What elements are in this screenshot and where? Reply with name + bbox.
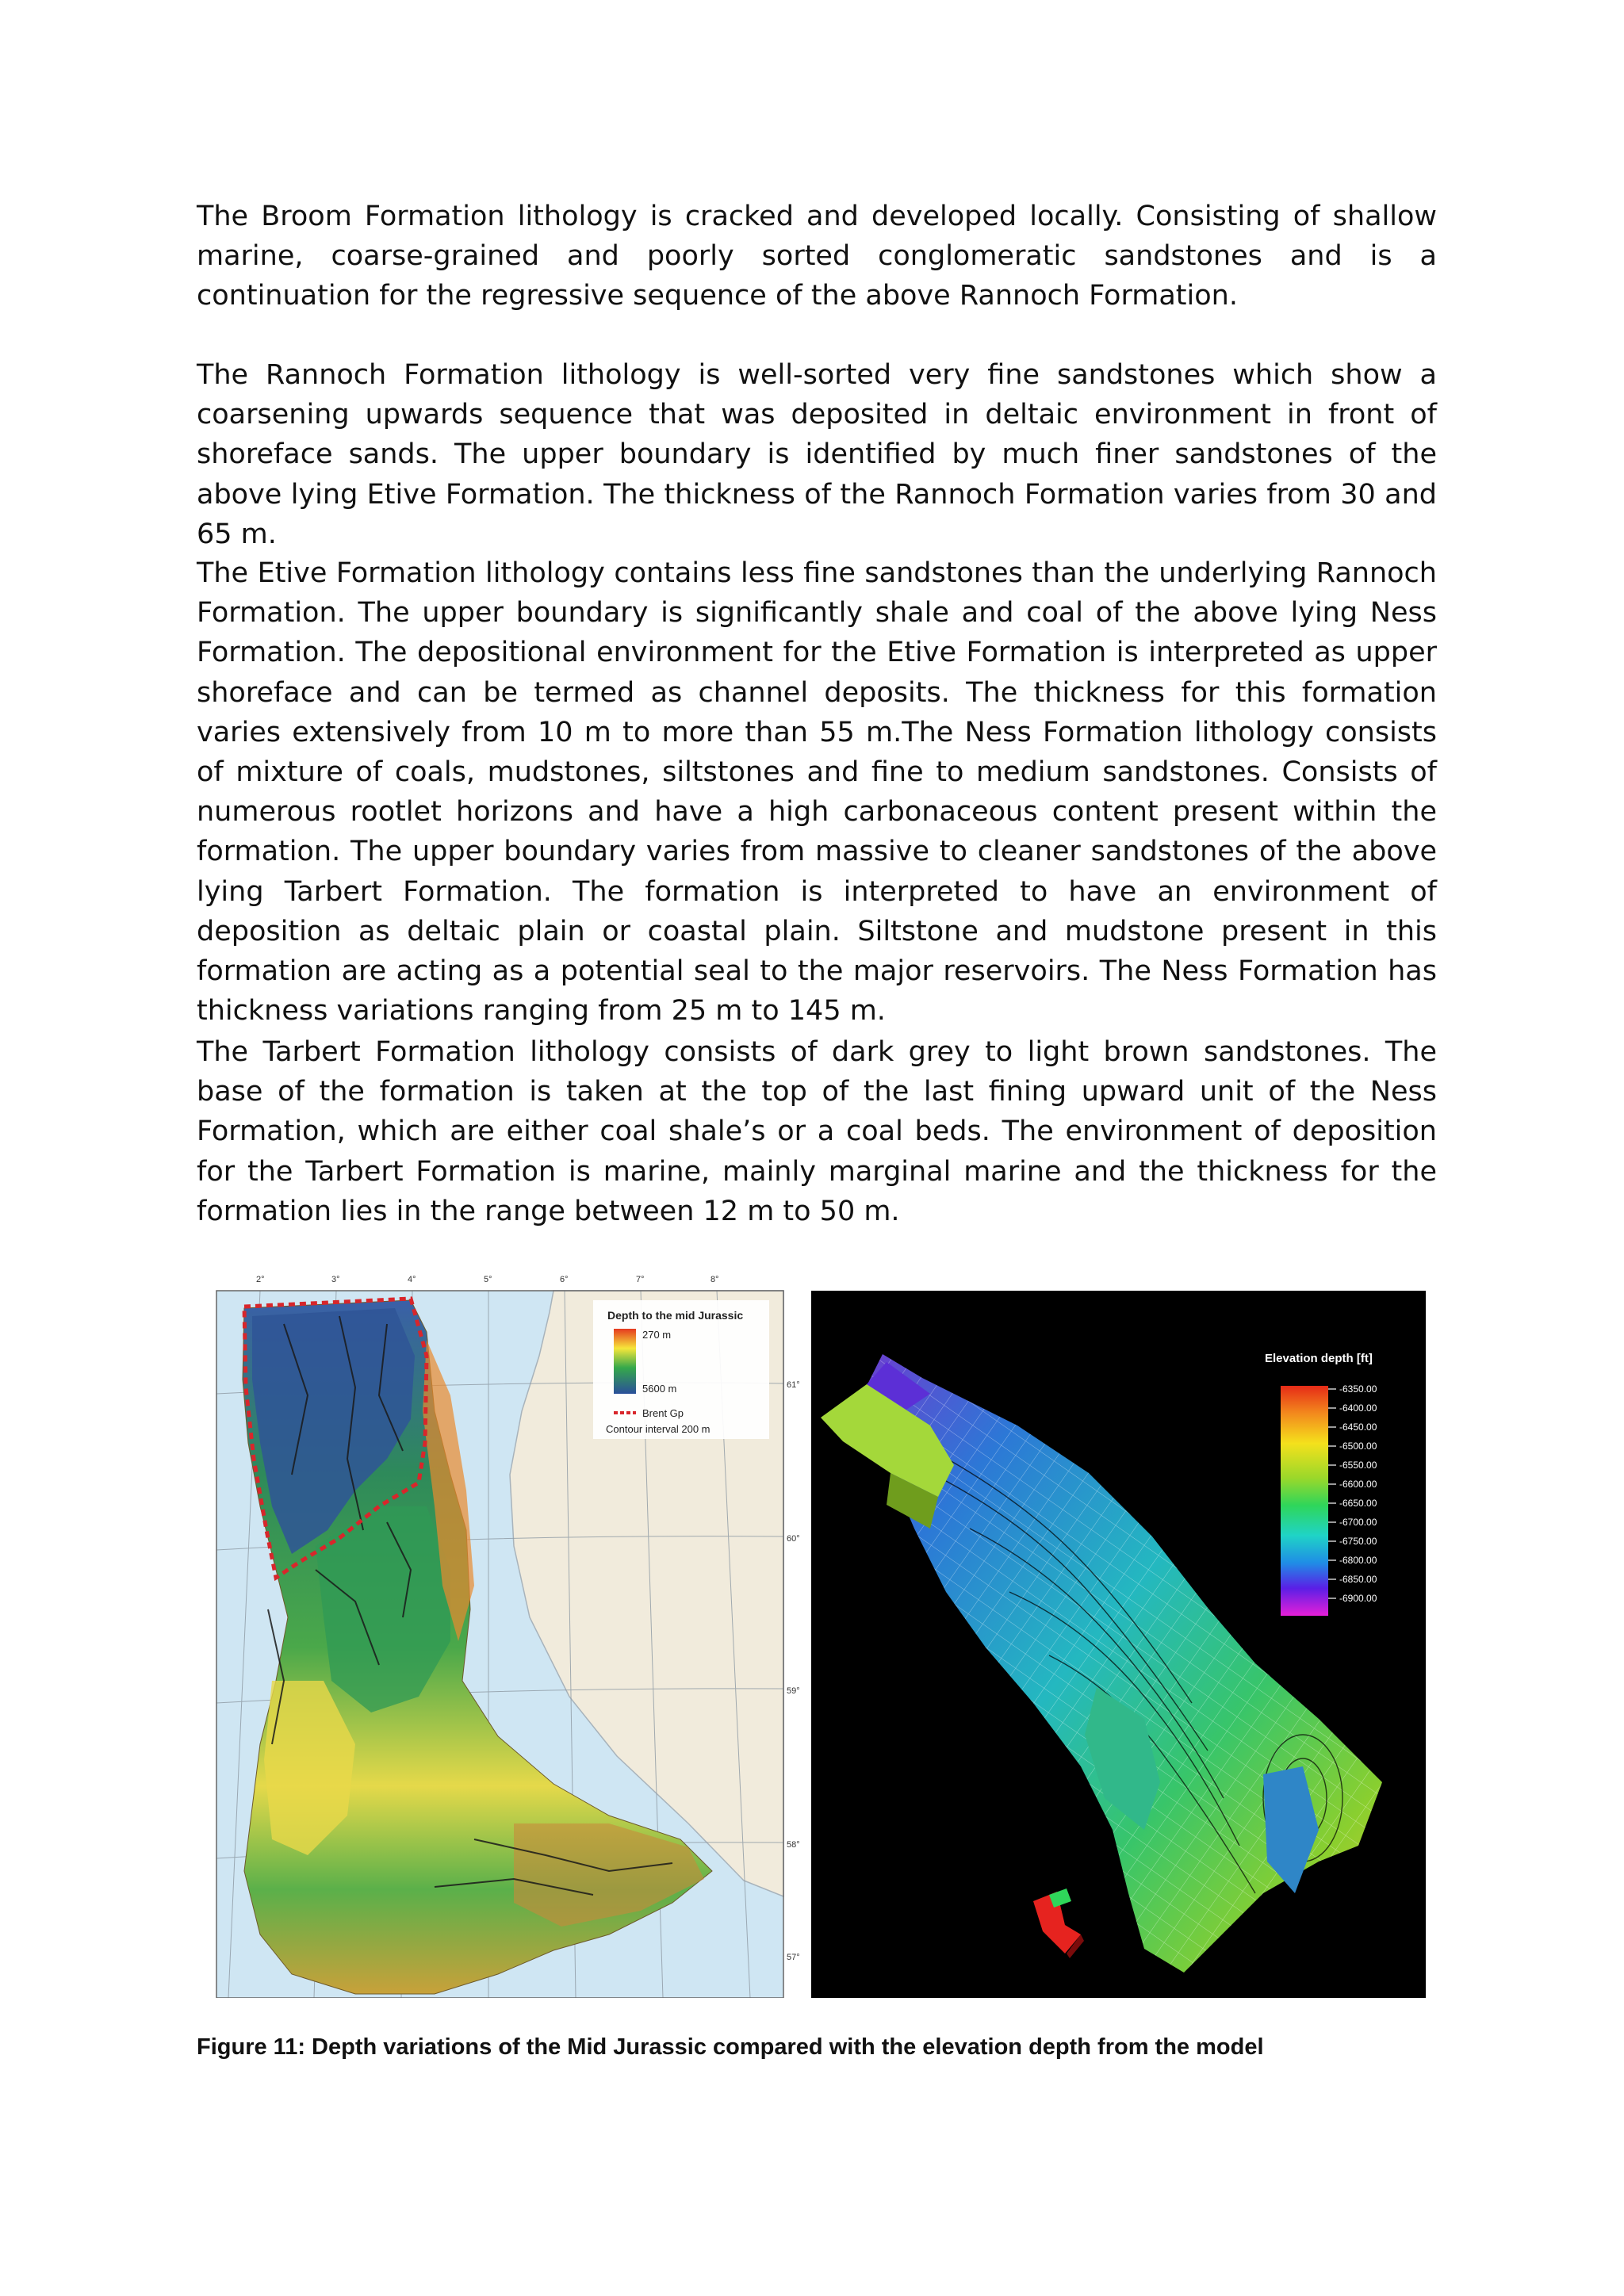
elevation-legend: [1265, 1352, 1377, 1616]
elevation-tick: -6650.00: [1339, 1498, 1377, 1509]
legend-brent-gp: Brent Gp: [642, 1407, 684, 1419]
lon-label: 7°: [636, 1275, 645, 1284]
lat-label: 58°: [787, 1840, 800, 1850]
lat-label: 57°: [787, 1953, 800, 1962]
elevation-tick: -6900.00: [1339, 1593, 1377, 1604]
legend-top-value: 270 m: [642, 1329, 672, 1341]
elevation-model-image: [811, 1291, 1426, 1998]
legend-title: Elevation depth [ft]: [1265, 1352, 1373, 1365]
elevation-tick: -6750.00: [1339, 1536, 1377, 1547]
lon-label: 3°: [331, 1275, 340, 1284]
lon-label: 8°: [710, 1275, 719, 1284]
legend-bottom-value: 5600 m: [642, 1383, 677, 1395]
lat-label: 59°: [787, 1686, 800, 1696]
depth-legend: [593, 1300, 769, 1439]
legend-contour-interval: Contour interval 200 m: [606, 1423, 710, 1435]
elevation-tick: -6400.00: [1339, 1402, 1377, 1414]
lon-label: 6°: [560, 1275, 569, 1284]
elevation-tick: -6550.00: [1339, 1460, 1377, 1471]
elevation-tick: -6850.00: [1339, 1574, 1377, 1585]
elevation-color-bar: [1281, 1386, 1328, 1616]
lon-label: 4°: [408, 1275, 416, 1284]
elevation-tick: -6800.00: [1339, 1555, 1377, 1566]
elevation-tick: -6700.00: [1339, 1517, 1377, 1528]
elevation-tick: -6500.00: [1339, 1441, 1377, 1452]
figure-11: [197, 1269, 1616, 2006]
figure-caption: Figure 11: Depth variations of the Mid Jurassic compared with the elevation depth from the model: [197, 2034, 1264, 2060]
elevation-tick: -6600.00: [1339, 1479, 1377, 1490]
depth-map-image: [197, 1269, 807, 1998]
lat-label: 61°: [787, 1380, 800, 1390]
legend-title: Depth to the mid Jurassic: [607, 1309, 744, 1322]
paragraph-etive-ness-formation: The Etive Formation lithology contains less fine sandstones than the underlying Rannoch Formation. The upper boundary is significantly shale and coal of the above lying Ness Formation. The depositional environment for the Etive Formation is interpreted as upper shoreface and can be termed as channel deposits. The thickness for this formation varies extensively from 10 m to more than 55 m.The Ness Formation lithology consists of mixture of coals, mudstones, siltstones and fine to medium sandstones. Consists of numerous rootlet horizons and have a high carbonaceous content present within the formation. The upper boundary varies from massive to cleaner sandstones of the above lying Tarbert Formation. The formation is interpreted to have an environment of deposition as deltaic plain or coastal plain. Siltstone and mudstone present in this formation are acting as a potential seal to the major reservoirs. The Ness Formation has thickness variations ranging from 25 m to 145 m.: [197, 557, 1437, 1027]
lon-label: 2°: [256, 1275, 265, 1284]
elevation-tick: -6450.00: [1339, 1422, 1377, 1433]
lon-label: 5°: [484, 1275, 492, 1284]
paragraph-tarbert-formation: The Tarbert Formation lithology consists of dark grey to light brown sandstones. The base of the formation is taken at the top of the last fining upward unit of the Ness Formation, which are either coal shale’s or a coal beds. The environment of deposition for the Tarbert Formation is marine, mainly marginal marine and the thickness for the formation lies in the range between 12 m to 50 m.: [197, 1036, 1437, 1227]
elevation-tick: -6350.00: [1339, 1383, 1377, 1395]
lat-label: 60°: [787, 1534, 800, 1544]
paragraph-rannoch-formation: The Rannoch Formation lithology is well-sorted very fine sandstones which show a coarsening upwards sequence that was deposited in deltaic environment in front of shoreface sands. The upper boundary is identified by much finer sandstones of the above lying Etive Formation. The thickness of the Rannoch Formation varies from 30 and 65 m.: [197, 359, 1437, 550]
paragraph-broom-formation: The Broom Formation lithology is cracked and developed locally. Consisting of shallow marine, coarse-grained and poorly sorted conglomeratic sandstones and is a continuation for the regressive sequence of the above Rannoch Formation.: [197, 201, 1437, 312]
depth-color-bar: [614, 1329, 636, 1394]
